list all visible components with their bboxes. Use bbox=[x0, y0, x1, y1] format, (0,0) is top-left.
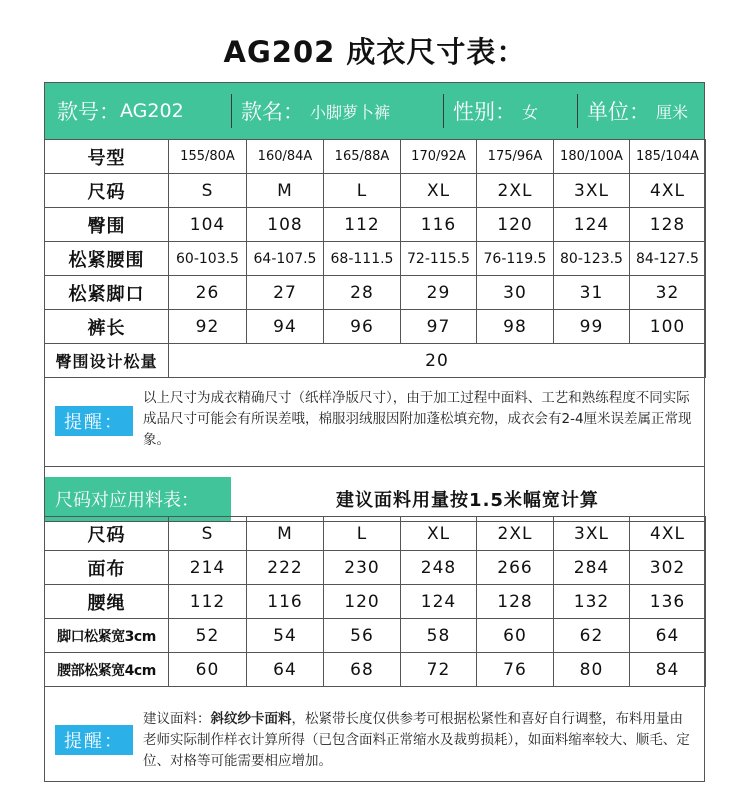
item-number bbox=[57, 83, 184, 139]
table-row bbox=[45, 517, 706, 551]
material-section-title: 尺码对应用料表： bbox=[45, 477, 231, 521]
table-cell: 108 bbox=[247, 208, 324, 242]
table-cell: 92 bbox=[169, 310, 247, 344]
divider bbox=[231, 94, 232, 128]
table-row bbox=[45, 310, 706, 344]
table-row bbox=[45, 174, 706, 208]
table-cell: 3XL bbox=[554, 517, 630, 551]
ease-value: 20 bbox=[169, 344, 706, 378]
table-cell: 266 bbox=[477, 551, 554, 585]
table-cell: 132 bbox=[554, 585, 630, 619]
table-cell: 76-119.5 bbox=[477, 242, 554, 276]
divider bbox=[577, 94, 578, 128]
table-row bbox=[45, 653, 706, 687]
table-cell: 2XL bbox=[477, 174, 554, 208]
table-cell: 68 bbox=[324, 653, 401, 687]
table-cell: 60 bbox=[477, 619, 554, 653]
table-cell: XL bbox=[401, 517, 477, 551]
table-cell: 54 bbox=[247, 619, 324, 653]
table-cell: 116 bbox=[401, 208, 477, 242]
table-cell: 124 bbox=[401, 585, 477, 619]
table-cell: 97 bbox=[401, 310, 477, 344]
table-cell: 64 bbox=[630, 619, 706, 653]
table-cell: XL bbox=[401, 174, 477, 208]
table-cell: 4XL bbox=[630, 174, 706, 208]
table-cell: 28 bbox=[324, 276, 401, 310]
table-cell: 68-111.5 bbox=[324, 242, 401, 276]
table-cell: 84-127.5 bbox=[630, 242, 706, 276]
page-title: AG202 成衣尺寸表： bbox=[223, 35, 527, 69]
table-cell: 26 bbox=[169, 276, 247, 310]
row-header: 面布 bbox=[45, 551, 169, 585]
table-row bbox=[45, 619, 706, 653]
row-header: 裤长 bbox=[45, 310, 169, 344]
row-header: 松紧脚口 bbox=[45, 276, 169, 310]
table-cell: 248 bbox=[401, 551, 477, 585]
table-cell: 3XL bbox=[554, 174, 630, 208]
table-cell: 185/104A bbox=[630, 140, 706, 174]
product-info-bar bbox=[45, 83, 704, 139]
table-cell: 4XL bbox=[630, 517, 706, 551]
table-cell: 72-115.5 bbox=[401, 242, 477, 276]
table-cell: 120 bbox=[324, 585, 401, 619]
table-cell: 128 bbox=[477, 585, 554, 619]
table-cell: 98 bbox=[477, 310, 554, 344]
unit-value: 厘米 bbox=[656, 102, 689, 122]
table-row bbox=[45, 344, 706, 378]
material-reminder-badge: 提醒： bbox=[55, 725, 133, 755]
table-cell: 60-103.5 bbox=[169, 242, 247, 276]
table-cell: 32 bbox=[630, 276, 706, 310]
unit bbox=[587, 83, 688, 139]
table-cell: 222 bbox=[247, 551, 324, 585]
row-header: 脚口松紧宽3cm bbox=[45, 619, 169, 653]
table-cell: 27 bbox=[247, 276, 324, 310]
table-cell: 96 bbox=[324, 310, 401, 344]
table-cell: 112 bbox=[324, 208, 401, 242]
table-cell: 230 bbox=[324, 551, 401, 585]
row-header: 臀围设计松量 bbox=[45, 344, 169, 378]
table-cell: 155/80A bbox=[169, 140, 247, 174]
reminder-badge: 提醒： bbox=[55, 406, 133, 436]
item-name-label: 款名： bbox=[241, 100, 304, 124]
table-cell: 128 bbox=[630, 208, 706, 242]
table-cell: M bbox=[247, 517, 324, 551]
table-cell: 80 bbox=[554, 653, 630, 687]
row-header: 号型 bbox=[45, 140, 169, 174]
table-cell: 62 bbox=[554, 619, 630, 653]
table-cell: 302 bbox=[630, 551, 706, 585]
row-header: 尺码 bbox=[45, 174, 169, 208]
table-cell: 100 bbox=[630, 310, 706, 344]
material-reminder-note bbox=[45, 691, 704, 781]
material-reminder-prefix: 建议面料： bbox=[143, 711, 211, 727]
row-header: 腰绳 bbox=[45, 585, 169, 619]
table-row bbox=[45, 551, 706, 585]
table-cell: L bbox=[324, 174, 401, 208]
table-cell: 94 bbox=[247, 310, 324, 344]
row-header: 尺码 bbox=[45, 517, 169, 551]
unit-label: 单位： bbox=[587, 100, 650, 124]
table-cell: 170/92A bbox=[401, 140, 477, 174]
table-cell: 124 bbox=[554, 208, 630, 242]
item-name-value: 小脚萝卜裤 bbox=[310, 102, 391, 122]
table-row bbox=[45, 585, 706, 619]
table-cell: 116 bbox=[247, 585, 324, 619]
table-cell: 29 bbox=[401, 276, 477, 310]
table-cell: 165/88A bbox=[324, 140, 401, 174]
table-cell: 214 bbox=[169, 551, 247, 585]
table-cell: 30 bbox=[477, 276, 554, 310]
table-cell: 136 bbox=[630, 585, 706, 619]
table-cell: 76 bbox=[477, 653, 554, 687]
table-cell: 180/100A bbox=[554, 140, 630, 174]
material-reminder-fabric: 斜纹纱卡面料 bbox=[210, 711, 292, 727]
table-cell: L bbox=[324, 517, 401, 551]
table-cell: 104 bbox=[169, 208, 247, 242]
table-cell: 31 bbox=[554, 276, 630, 310]
table-cell: 52 bbox=[169, 619, 247, 653]
row-header: 臀围 bbox=[45, 208, 169, 242]
table-cell: 64 bbox=[247, 653, 324, 687]
table-cell: S bbox=[169, 517, 247, 551]
table-cell: 60 bbox=[169, 653, 247, 687]
table-row bbox=[45, 242, 706, 276]
table-cell: 120 bbox=[477, 208, 554, 242]
material-section-subtitle: 建议面料用量按1.5米幅宽计算 bbox=[336, 490, 599, 511]
material-reminder-text bbox=[143, 709, 695, 772]
table-cell: 284 bbox=[554, 551, 630, 585]
size-table bbox=[44, 139, 706, 378]
reminder-text: 以上尺寸为成衣精确尺寸（纸样净版尺寸），由于加工过程中面料、工艺和熟练程度不同实际成品尺寸可能会有所误差哦，棉服羽绒服因附加蓬松填充物，成衣会有2-4厘米误差属正常现象。 bbox=[143, 390, 692, 448]
item-number-label: 款号： bbox=[57, 100, 120, 124]
table-cell: 58 bbox=[401, 619, 477, 653]
gender-label: 性别： bbox=[453, 100, 516, 124]
table-cell: 72 bbox=[401, 653, 477, 687]
table-cell: M bbox=[247, 174, 324, 208]
table-cell: S bbox=[169, 174, 247, 208]
table-cell: 80-123.5 bbox=[554, 242, 630, 276]
table-cell: 2XL bbox=[477, 517, 554, 551]
table-row bbox=[45, 276, 706, 310]
material-table bbox=[44, 516, 706, 687]
table-cell: 112 bbox=[169, 585, 247, 619]
reminder-note bbox=[45, 375, 704, 467]
item-number-value: AG202 bbox=[120, 100, 184, 122]
table-cell: 99 bbox=[554, 310, 630, 344]
table-cell: 64-107.5 bbox=[247, 242, 324, 276]
gender-value: 女 bbox=[522, 102, 539, 122]
table-row bbox=[45, 140, 706, 174]
gender bbox=[453, 83, 538, 139]
row-header: 腰部松紧宽4cm bbox=[45, 653, 169, 687]
row-header: 松紧腰围 bbox=[45, 242, 169, 276]
size-chart-frame bbox=[44, 82, 705, 782]
table-cell: 56 bbox=[324, 619, 401, 653]
table-cell: 84 bbox=[630, 653, 706, 687]
item-name bbox=[241, 83, 390, 139]
divider bbox=[443, 94, 444, 128]
table-cell: 160/84A bbox=[247, 140, 324, 174]
material-reminder-rest: ，松紧带长度仅供参考可根据松紧性和喜好自行调整，布料用量由老师实际制作样衣计算所得（已包含面料正常缩水及裁剪损耗），如面料缩率较大、顺毛、定位、对格等可能需要相应增加。 bbox=[143, 711, 690, 769]
table-row bbox=[45, 208, 706, 242]
table-cell: 175/96A bbox=[477, 140, 554, 174]
